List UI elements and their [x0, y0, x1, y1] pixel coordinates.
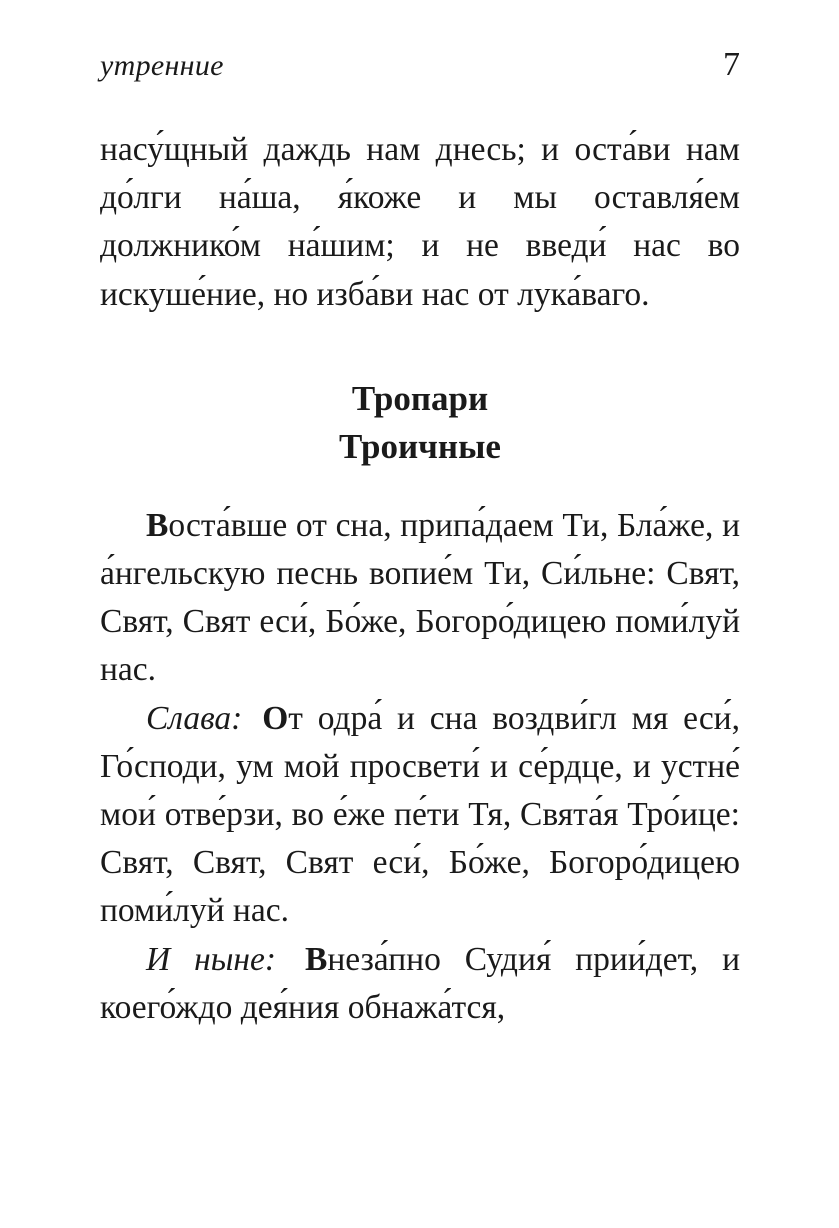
- paragraph-initial-letter: О: [262, 699, 289, 737]
- paragraph-lords-prayer-continuation: насу́щный даждь нам днесь; и оста́ви нам до́лги на́ша, я́коже и мы оставля́ем должнико́м на́шим; и не введи́ нас во искуше́ние, но изба́ви нас от лука́ваго.: [100, 131, 740, 313]
- section-heading-text-2: Троичные: [339, 427, 501, 467]
- section-heading: [100, 375, 740, 472]
- page-number: 7: [723, 46, 740, 83]
- paragraph-troparion-3: [100, 936, 740, 1032]
- paragraph-body-text: т одра́ и сна воздви́гл мя еси́, Го́споди, ум мой просвети́ и се́рдце, и устне́ мои́ отве́рзи, во е́же пе́ти Тя, Свята́я Тро́ице: Свят, Свят, Свят еси́, Бо́же, Богоро́дицею поми́луй нас.: [100, 699, 740, 930]
- paragraph-initial-letter: В: [305, 940, 328, 978]
- section-heading-line-1: [100, 375, 740, 424]
- running-head: [100, 48, 740, 90]
- paragraph-body-text: оста́вше от сна, припа́даем Ти, Бла́же, и а́нгельскую песнь вопие́м Ти, Си́льне: Свят, Свят, Свят еси́, Бо́же, Богоро́дицею поми́луй нас.: [100, 506, 740, 689]
- rubric-label-now-and-ever: И ныне:: [146, 940, 277, 978]
- paragraph-troparion-1: [100, 502, 740, 695]
- paragraph-body-text: неза́пно Судия́ прии́дет, и коего́ждо дея́ния обнажа́тся,: [100, 940, 740, 1026]
- section-heading-line-2: [100, 423, 740, 472]
- section-heading-text-1: Тропари: [351, 378, 489, 418]
- paragraph-troparion-2: [100, 695, 740, 936]
- paragraph-initial-letter: В: [146, 506, 169, 544]
- text-block: [100, 126, 740, 1032]
- running-head-title: утренние: [100, 49, 224, 82]
- rubric-label-glory: Слава:: [146, 699, 243, 737]
